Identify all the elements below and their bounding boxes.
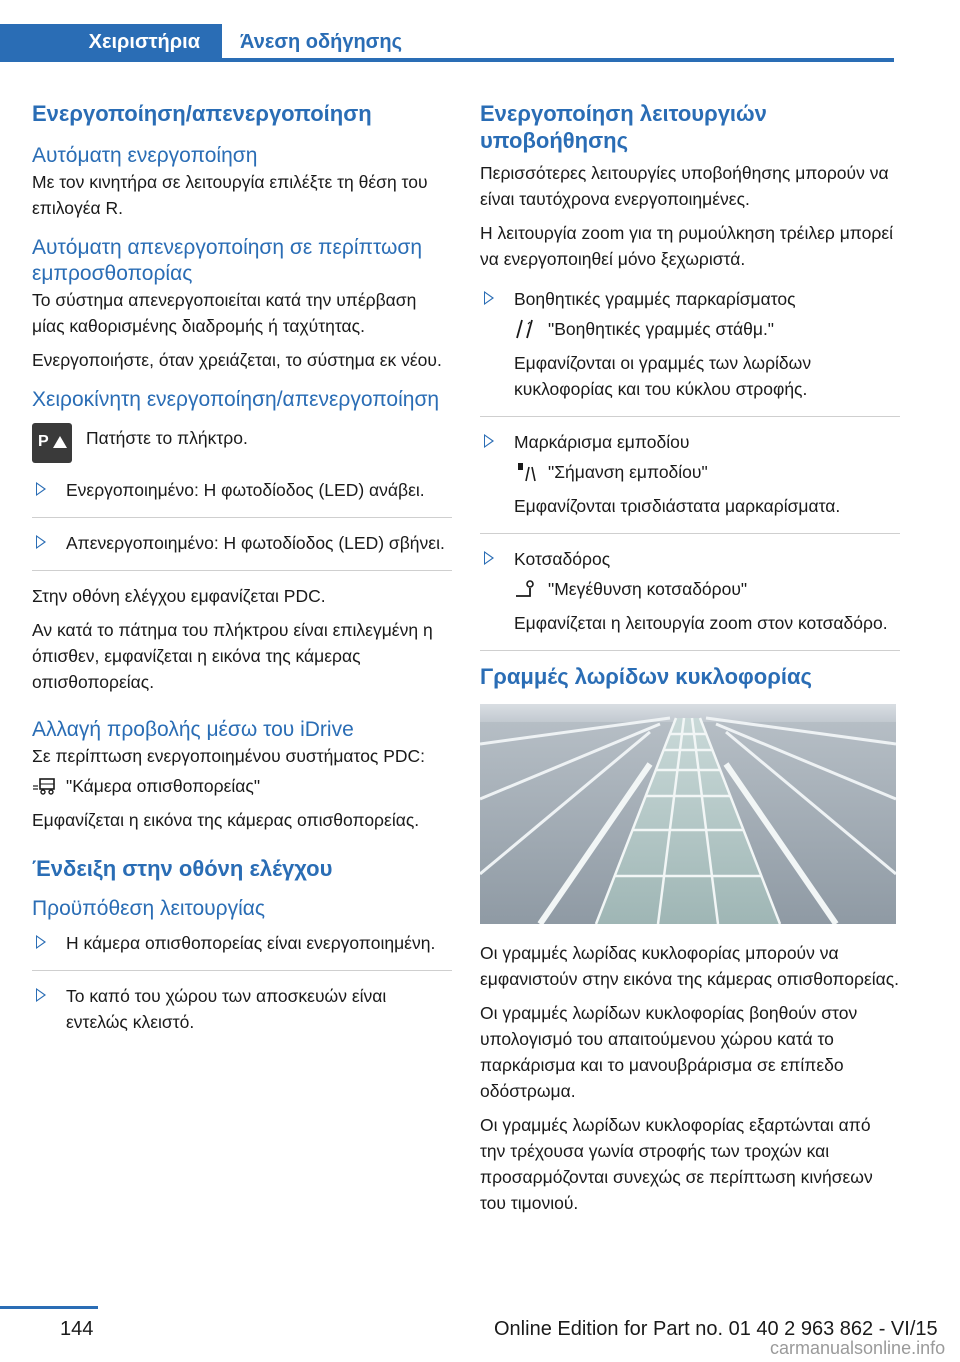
heading-assist-functions: Ενεργοποίηση λειτουργιών υποβοήθησης (480, 101, 767, 153)
bullet-triangle-icon (36, 935, 46, 949)
parking-lines-icon (514, 318, 538, 340)
bullet-triangle-icon (484, 291, 494, 305)
menu-parking-lines: "Βοηθητικές γραμμές στάθμ." (514, 316, 900, 342)
prerequisite-list (32, 930, 452, 1049)
heading-control-display: Ένδειξη στην οθόνη ελέγχου (32, 856, 333, 881)
bullet-triangle-icon (36, 988, 46, 1002)
watermark: carmanualsonline.info (770, 1338, 946, 1358)
header-tabbar (0, 0, 960, 62)
heading-lane-lines: Γραμμές λωρίδων κυκλοφορίας (480, 664, 812, 689)
tab-controls[interactable]: Χειριστήρια (0, 24, 222, 62)
bullet-triangle-icon (484, 434, 494, 448)
text-auto-activation: Με τον κινητήρα σε λειτουργία επιλέξτε τη θέση του επιλογέα R. (32, 172, 428, 218)
heading-prerequisite: Προϋπόθεση λειτουργίας (32, 897, 266, 920)
right-column (480, 100, 900, 1224)
tab-driving-comfort[interactable]: Άνεση οδήγησης (222, 24, 894, 60)
menu-camera-line (32, 773, 452, 799)
bullet-triangle-icon (484, 551, 494, 565)
list-item: Ενεργοποιημένο: Η φωτοδίοδος (LED) ανάβει. (32, 477, 452, 518)
rear-camera-icon (32, 775, 56, 797)
text-press-button: Πατήστε το πλήκτρο. (86, 428, 248, 448)
bullet-triangle-icon (36, 482, 46, 496)
list-item: Μαρκάρισμα εμποδίου "Σήμανση εμποδίου" Εμφανίζονται τρισδιάστατα μαρκαρίσματα. (480, 429, 900, 534)
lane-lines-illustration (480, 704, 896, 924)
bullet-triangle-icon (36, 535, 46, 549)
press-button-row (32, 423, 452, 463)
list-item: Κοτσαδόρος "Μεγέθυνση κοτσαδόρου" Εμφανίζεται η λειτουργία zoom στον κοτσαδόρο. (480, 546, 900, 651)
heading-idrive: Αλλαγή προβολής μέσω του iDrive (32, 718, 354, 741)
list-item: Βοηθητικές γραμμές παρκαρίσματος "Βοηθητικές γραμμές στάθμ." Εμφανίζονται οι γραμμές των λωρίδων κυκλοφορίας και του κύκλου στροφής. (480, 286, 900, 417)
text-assist-2: Η λειτουργία zoom για τη ρυμούλκηση τρέιλερ μπορεί να ενεργοποιηθεί μόνο ξεχωριστά. (480, 223, 894, 269)
text-lanes-1: Οι γραμμές λωρίδας κυκλοφορίας μπορούν να εμφανιστούν στην εικόνα της κάμερας οπισθοπορείας. (480, 943, 900, 989)
led-status-list (32, 477, 452, 571)
heading-manual-activation: Χειροκίνητη ενεργοποίηση/απενεργοποίηση (32, 388, 440, 411)
tab-underline (222, 58, 894, 62)
list-item: Η κάμερα οπισθοπορείας είναι ενεργοποιημένη. (32, 930, 452, 971)
text-auto-deactivation-1: Το σύστημα απενεργοποιείται κατά την υπέρβαση μίας καθορισμένης διαδρομής ή ταχύτητας. (32, 290, 417, 336)
text-auto-deactivation-2: Ενεργοποιήστε, όταν χρειάζεται, το σύστημα εκ νέου. (32, 350, 442, 370)
text-assist-1: Περισσότερες λειτουργίες υποβοήθησης μπορούν να είναι ταυτόχρονα ενεργοποιημένες. (480, 163, 889, 209)
footer-rule (0, 1306, 98, 1309)
menu-hitch-zoom: "Μεγέθυνση κοτσαδόρου" (514, 576, 900, 602)
heading-auto-deactivation: Αυτόματη απενεργοποίηση σε περίπτωση εμπροσθοπορίας (32, 236, 423, 285)
list-item: Το καπό του χώρου των αποσκευών είναι εντελώς κλειστό. (32, 983, 452, 1049)
left-column (32, 100, 452, 1061)
heading-auto-activation: Αυτόματη ενεργοποίηση (32, 144, 258, 167)
text-camera-image: Εμφανίζεται η εικόνα της κάμερας οπισθοπορείας. (32, 810, 420, 830)
text-pdc-display: Στην οθόνη ελέγχου εμφανίζεται PDC. (32, 586, 326, 606)
page-number: 144 (60, 1318, 94, 1340)
text-lanes-3: Οι γραμμές λωρίδων κυκλοφορίας εξαρτώνται από την τρέχουσα γωνία στροφής των τροχών και προσαρμόζονται συνεχώς σε περίπτωση κινήσεων του τιμονιού. (480, 1115, 873, 1213)
menu-obstacle-marking: "Σήμανση εμποδίου" (514, 459, 900, 485)
list-item: Απενεργοποιημένο: Η φωτοδίοδος (LED) σβήνει. (32, 530, 452, 571)
pdc-button-icon: P (32, 423, 72, 463)
text-rear-camera: Αν κατά το πάτημα του πλήκτρου είναι επιλεγμένη η όπισθεν, εμφανίζεται η εικόνα της κάμερας οπισθοπορείας. (32, 620, 433, 692)
heading-activation: Ενεργοποίηση/απενεργοποίηση (32, 101, 372, 126)
obstacle-marking-icon (514, 461, 538, 483)
assist-list (480, 286, 900, 651)
text-lanes-2: Οι γραμμές λωρίδων κυκλοφορίας βοηθούν στον υπολογισμό του απαιτούμενου χώρου κατά το παρκάρισμα και το μανουβράρισμα σε επίπεδο οδόστρωμα. (480, 1003, 858, 1101)
menu-camera-label: "Κάμερα οπισθοπορείας" (66, 776, 261, 796)
edition-text: Online Edition for Part no. 01 40 2 963 862 - VI/15 (494, 1318, 938, 1340)
text-idrive: Σε περίπτωση ενεργοποιημένου συστήματος PDC: (32, 746, 426, 766)
trailer-hitch-icon (514, 578, 538, 600)
